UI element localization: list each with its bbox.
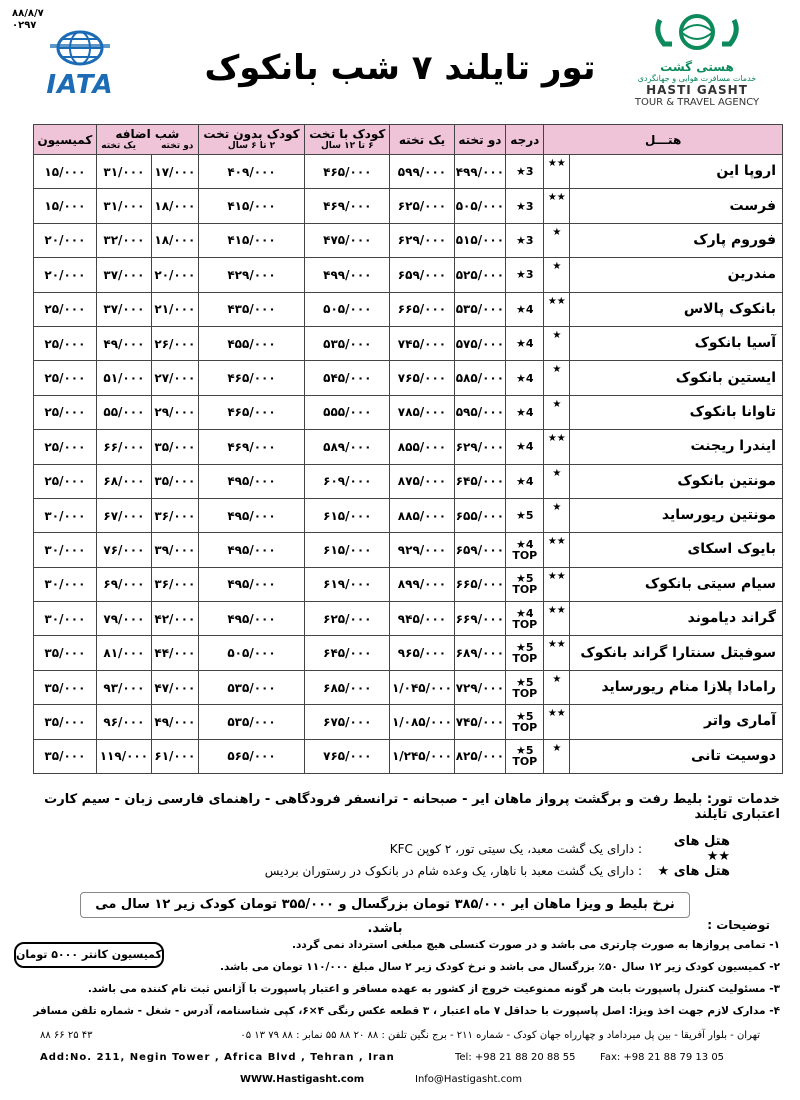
hotel-name: فرست [570, 189, 783, 223]
price-commission: ۳۰/۰۰۰ [34, 567, 97, 601]
document-date: ۸۸/۸/۷ [12, 8, 44, 19]
price-child-bed: ۶۲۵/۰۰۰ [305, 602, 390, 636]
hotel-grade: 4★ [506, 395, 544, 429]
hotel-grade: 3★ [506, 189, 544, 223]
table-row [34, 670, 783, 704]
price-extra-single: ۴۹/۰۰۰ [96, 326, 151, 360]
table-row [34, 155, 783, 189]
price-extra-single: ۳۱/۰۰۰ [96, 189, 151, 223]
hotel-stars: ★★ [544, 189, 570, 223]
agency-name-fa: هستی گشت [660, 60, 734, 74]
hotel-grade: 5★ TOP [506, 739, 544, 773]
hotel-name: گراند دیاموند [570, 602, 783, 636]
price-extra-single: ۳۷/۰۰۰ [96, 258, 151, 292]
price-child-nobed: ۴۹۵/۰۰۰ [198, 533, 304, 567]
price-single: ۱/۰۸۵/۰۰۰ [390, 705, 454, 739]
price-double: ۶۴۵/۰۰۰ [454, 464, 506, 498]
agency-subtitle-fa: خدمات مسافرت هوایی و جهانگردی [637, 74, 757, 83]
price-extra-single: ۶۷/۰۰۰ [96, 498, 151, 532]
price-commission: ۳۵/۰۰۰ [34, 636, 97, 670]
price-single: ۸۷۵/۰۰۰ [390, 464, 454, 498]
price-extra-double: ۲۷/۰۰۰ [151, 361, 198, 395]
hotel-grade: 3★ [506, 258, 544, 292]
feature-label: هتل های ★★ [673, 834, 730, 864]
price-child-bed: ۵۵۵/۰۰۰ [305, 395, 390, 429]
price-extra-single: ۷۶/۰۰۰ [96, 533, 151, 567]
price-commission: ۳۵/۰۰۰ [34, 739, 97, 773]
hotel-grade: 5★ [506, 498, 544, 532]
price-double: ۵۷۵/۰۰۰ [454, 326, 506, 360]
price-extra-single: ۱۱۹/۰۰۰ [96, 739, 151, 773]
price-extra-double: ۴۴/۰۰۰ [151, 636, 198, 670]
table-row [34, 636, 783, 670]
hotel-stars: ★ [544, 739, 570, 773]
price-commission: ۳۵/۰۰۰ [34, 705, 97, 739]
hotel-grade: 5★ TOP [506, 636, 544, 670]
price-child-bed: ۵۳۵/۰۰۰ [305, 326, 390, 360]
header-child-nobed-label: کودک بدون تخت [203, 127, 300, 141]
price-extra-double: ۳۵/۰۰۰ [151, 430, 198, 464]
price-child-nobed: ۴۶۹/۰۰۰ [198, 430, 304, 464]
price-extra-single: ۶۶/۰۰۰ [96, 430, 151, 464]
table-row [34, 739, 783, 773]
document-code: ۰۲۹۷ [12, 20, 37, 31]
table-row [34, 464, 783, 498]
price-single: ۱/۲۴۵/۰۰۰ [390, 739, 454, 773]
header-child-bed-label: کودک با تخت [309, 127, 386, 141]
price-single: ۹۶۵/۰۰۰ [390, 636, 454, 670]
price-double: ۵۸۵/۰۰۰ [454, 361, 506, 395]
note-item: ۴- مدارک لازم جهت اخذ ویزا: اصل پاسپورت با حداقل ۷ ماه اعتبار ، ۳ قطعه عکس رنگی ۴×۶، کپی شناسنامه، آدرس - شغل - شماره تلفن مسافر [33, 1005, 780, 1017]
page-title: تور تایلند ۷ شب بانکوک [204, 48, 596, 88]
footer-address-en: Add:No. 211, Negin Tower , Africa Blvd , Tehran , Iran [40, 1052, 395, 1063]
hotel-name: تاوانا بانکوک [570, 395, 783, 429]
price-child-bed: ۶۰۹/۰۰۰ [305, 464, 390, 498]
note-item: ۲- کمیسیون کودک زیر ۱۲ سال ۵۰٪ بزرگسال می باشد و نرخ کودک زیر ۲ سال مبلغ ۱۱۰/۰۰۰ تومان می باشد. [219, 961, 780, 973]
table-row [34, 189, 783, 223]
feature-two-star [265, 834, 730, 864]
agency-logo [622, 12, 772, 108]
price-extra-double: ۱۸/۰۰۰ [151, 189, 198, 223]
price-child-nobed: ۴۹۵/۰۰۰ [198, 464, 304, 498]
price-commission: ۳۰/۰۰۰ [34, 602, 97, 636]
price-extra-double: ۳۶/۰۰۰ [151, 498, 198, 532]
price-double: ۵۹۵/۰۰۰ [454, 395, 506, 429]
price-child-nobed: ۴۱۵/۰۰۰ [198, 223, 304, 257]
hotel-grade: 4★ [506, 326, 544, 360]
price-extra-single: ۶۹/۰۰۰ [96, 567, 151, 601]
price-extra-single: ۳۷/۰۰۰ [96, 292, 151, 326]
table-row [34, 498, 783, 532]
price-child-bed: ۴۹۹/۰۰۰ [305, 258, 390, 292]
header-single: یک تخته [390, 125, 454, 155]
header-extra-night [96, 125, 198, 155]
table-body [34, 155, 783, 774]
hotel-grade: 4★ TOP [506, 602, 544, 636]
price-single: ۷۴۵/۰۰۰ [390, 326, 454, 360]
price-child-nobed: ۴۰۹/۰۰۰ [198, 155, 304, 189]
hotel-stars: ★★ [544, 155, 570, 189]
price-double: ۵۳۵/۰۰۰ [454, 292, 506, 326]
hotel-grade: 4★ [506, 292, 544, 326]
table-row [34, 361, 783, 395]
footer-tel: Tel: +98 21 88 20 88 55 [455, 1052, 576, 1063]
price-double: ۶۵۹/۰۰۰ [454, 533, 506, 567]
price-double: ۵۰۵/۰۰۰ [454, 189, 506, 223]
price-child-nobed: ۴۳۵/۰۰۰ [198, 292, 304, 326]
price-child-nobed: ۴۲۹/۰۰۰ [198, 258, 304, 292]
price-child-nobed: ۴۹۵/۰۰۰ [198, 602, 304, 636]
hotel-stars: ★ [544, 361, 570, 395]
hotel-stars: ★★ [544, 705, 570, 739]
feature-one-star [265, 860, 730, 882]
hotel-stars: ★★ [544, 636, 570, 670]
table-row [34, 430, 783, 464]
price-child-bed: ۶۱۵/۰۰۰ [305, 533, 390, 567]
hotel-name: ایندرا ریجنت [570, 430, 783, 464]
price-double: ۶۶۹/۰۰۰ [454, 602, 506, 636]
hotel-grade: 5★ TOP [506, 567, 544, 601]
tour-services: خدمات تور: بلیط رفت و برگشت پرواز ماهان ایر - صبحانه - ترانسفر فرودگاهی - راهنمای فارسی زبان - سیم کارت اعتباری تایلند [44, 792, 780, 822]
price-double: ۵۱۵/۰۰۰ [454, 223, 506, 257]
hotel-name: آماری واتر [570, 705, 783, 739]
hotel-stars: ★ [544, 258, 570, 292]
footer-email: Info@Hastigasht.com [415, 1074, 522, 1085]
footer-fax: Fax: +98 21 88 79 13 05 [600, 1052, 725, 1063]
header-extra-single: یک تخته [101, 141, 136, 151]
hotel-name: اروپا این [570, 155, 783, 189]
price-child-nobed: ۴۱۵/۰۰۰ [198, 189, 304, 223]
hotel-name: دوسیت تانی [570, 739, 783, 773]
note-item: ۳- مسئولیت کنترل پاسپورت بابت هر گونه ممنوعیت خروج از کشور به عهده مسافر و اعتبار پاسپورت با آژانس ثبت نام کننده می باشد. [87, 983, 780, 995]
price-child-bed: ۴۶۵/۰۰۰ [305, 155, 390, 189]
hotel-grade: 3★ [506, 223, 544, 257]
price-child-nobed: ۴۹۵/۰۰۰ [198, 567, 304, 601]
price-single: ۹۲۹/۰۰۰ [390, 533, 454, 567]
price-extra-single: ۹۳/۰۰۰ [96, 670, 151, 704]
footer-website: WWW.Hastigasht.com [240, 1074, 365, 1085]
hotel-name: سوفیتل سنتارا گراند بانکوک [570, 636, 783, 670]
price-double: ۸۲۵/۰۰۰ [454, 739, 506, 773]
hotel-name: بایوک اسکای [570, 533, 783, 567]
hotel-stars: ★ [544, 498, 570, 532]
price-table [33, 124, 783, 774]
price-double: ۶۵۵/۰۰۰ [454, 498, 506, 532]
feature-text: : دارای یک گشت معبد، یک سیتی تور، ۲ کوپن KFC [389, 842, 642, 856]
price-extra-single: ۷۹/۰۰۰ [96, 602, 151, 636]
price-extra-double: ۴۲/۰۰۰ [151, 602, 198, 636]
price-child-nobed: ۵۳۵/۰۰۰ [198, 670, 304, 704]
price-extra-double: ۳۶/۰۰۰ [151, 567, 198, 601]
price-child-bed: ۵۸۹/۰۰۰ [305, 430, 390, 464]
table-row [34, 326, 783, 360]
table-row [34, 567, 783, 601]
price-double: ۵۲۵/۰۰۰ [454, 258, 506, 292]
price-extra-single: ۵۱/۰۰۰ [96, 361, 151, 395]
table-row [34, 395, 783, 429]
header-hotel: هتـــل [544, 125, 783, 155]
table-row [34, 705, 783, 739]
price-extra-single: ۹۶/۰۰۰ [96, 705, 151, 739]
hotel-stars: ★ [544, 223, 570, 257]
hotel-grade: 4★ [506, 361, 544, 395]
price-extra-double: ۴۹/۰۰۰ [151, 705, 198, 739]
hotel-name: آسیا بانکوک [570, 326, 783, 360]
price-commission: ۱۵/۰۰۰ [34, 155, 97, 189]
price-child-bed: ۵۴۵/۰۰۰ [305, 361, 390, 395]
table-row [34, 292, 783, 326]
feature-label: هتل های ★ [657, 863, 730, 879]
price-child-bed: ۶۴۵/۰۰۰ [305, 636, 390, 670]
price-child-bed: ۷۶۵/۰۰۰ [305, 739, 390, 773]
price-child-bed: ۴۷۵/۰۰۰ [305, 223, 390, 257]
hotel-grade: 4★ TOP [506, 533, 544, 567]
price-double: ۷۴۵/۰۰۰ [454, 705, 506, 739]
price-single: ۶۲۹/۰۰۰ [390, 223, 454, 257]
price-child-nobed: ۵۳۵/۰۰۰ [198, 705, 304, 739]
price-double: ۷۲۹/۰۰۰ [454, 670, 506, 704]
price-double: ۶۶۵/۰۰۰ [454, 567, 506, 601]
price-child-nobed: ۴۹۵/۰۰۰ [198, 498, 304, 532]
footer-address-fa: تهران - بلوار آفریقا - بین پل میرداماد و چهارراه جهان کودک - شماره ۲۱۱ - برج نگین تلفن : ۸۸ ۲۰ ۸۸ ۵۵ نمابر : ۸۸ ۷۹ ۱۳ ۰۵ [240, 1030, 760, 1041]
price-extra-double: ۶۱/۰۰۰ [151, 739, 198, 773]
agency-subtitle-en: TOUR & TRAVEL AGENCY [634, 97, 760, 108]
hotel-grade: 3★ [506, 155, 544, 189]
price-extra-double: ۲۶/۰۰۰ [151, 326, 198, 360]
header-child-nobed [198, 125, 304, 155]
price-child-bed: ۶۷۵/۰۰۰ [305, 705, 390, 739]
hotel-name: مونتین ریورساید [570, 498, 783, 532]
header-grade: درجه [506, 125, 544, 155]
price-child-bed: ۴۶۹/۰۰۰ [305, 189, 390, 223]
price-single: ۶۶۵/۰۰۰ [390, 292, 454, 326]
hotel-features [264, 834, 730, 882]
ticket-price-note: نرخ بلیط و ویزا ماهان ایر ۳۸۵/۰۰۰ تومان بزرگسال و ۳۵۵/۰۰۰ تومان کودک زیر ۱۲ سال می باشد. [80, 892, 690, 918]
price-single: ۶۲۵/۰۰۰ [390, 189, 454, 223]
price-single: ۵۹۹/۰۰۰ [390, 155, 454, 189]
agency-name-en: HASTI GASHT [646, 83, 748, 97]
header-child-bed-age: ۶ تا ۱۲ سال [320, 141, 374, 151]
hotel-stars: ★★ [544, 430, 570, 464]
price-commission: ۳۵/۰۰۰ [34, 670, 97, 704]
price-child-nobed: ۴۵۵/۰۰۰ [198, 326, 304, 360]
price-commission: ۲۵/۰۰۰ [34, 430, 97, 464]
hotel-grade: 4★ [506, 464, 544, 498]
price-commission: ۲۵/۰۰۰ [34, 361, 97, 395]
price-double: ۴۹۹/۰۰۰ [454, 155, 506, 189]
price-extra-double: ۲۰/۰۰۰ [151, 258, 198, 292]
price-commission: ۱۵/۰۰۰ [34, 189, 97, 223]
hotel-stars: ★★ [544, 602, 570, 636]
price-commission: ۲۵/۰۰۰ [34, 464, 97, 498]
price-single: ۹۴۵/۰۰۰ [390, 602, 454, 636]
price-extra-single: ۳۱/۰۰۰ [96, 155, 151, 189]
price-commission: ۲۰/۰۰۰ [34, 258, 97, 292]
header-extra-night-label: شب اضافه [115, 127, 180, 141]
price-single: ۷۸۵/۰۰۰ [390, 395, 454, 429]
price-single: ۸۸۵/۰۰۰ [390, 498, 454, 532]
hotel-stars: ★★ [544, 567, 570, 601]
hotel-name: مندرین [570, 258, 783, 292]
price-extra-single: ۵۵/۰۰۰ [96, 395, 151, 429]
hotel-name: رامادا پلازا منام ریورساید [570, 670, 783, 704]
price-child-nobed: ۴۶۵/۰۰۰ [198, 361, 304, 395]
price-extra-double: ۱۷/۰۰۰ [151, 155, 198, 189]
hotel-stars: ★★ [544, 533, 570, 567]
price-extra-double: ۳۹/۰۰۰ [151, 533, 198, 567]
hotel-stars: ★ [544, 326, 570, 360]
table-header-row [34, 125, 783, 155]
header-extra-subs [99, 141, 196, 152]
hotel-grade: 5★ TOP [506, 705, 544, 739]
footer-phone-fa: ۸۸ ۶۶ ۲۵ ۴۳ [40, 1030, 93, 1041]
price-child-bed: ۶۸۵/۰۰۰ [305, 670, 390, 704]
price-single: ۱/۰۴۵/۰۰۰ [390, 670, 454, 704]
price-extra-double: ۲۹/۰۰۰ [151, 395, 198, 429]
price-double: ۶۲۹/۰۰۰ [454, 430, 506, 464]
price-commission: ۳۰/۰۰۰ [34, 533, 97, 567]
price-single: ۸۹۹/۰۰۰ [390, 567, 454, 601]
counter-commission-badge: کمیسیون کانتر ۵۰۰۰ تومان [14, 942, 164, 968]
price-extra-single: ۸۱/۰۰۰ [96, 636, 151, 670]
header-child-bed [305, 125, 390, 155]
header-child-nobed-age: ۲ تا ۶ سال [227, 141, 276, 151]
price-extra-double: ۳۵/۰۰۰ [151, 464, 198, 498]
hotel-grade: 5★ TOP [506, 670, 544, 704]
iata-wordmark: IATA [46, 70, 114, 100]
price-extra-double: ۴۷/۰۰۰ [151, 670, 198, 704]
price-extra-single: ۳۲/۰۰۰ [96, 223, 151, 257]
price-child-bed: ۶۱۵/۰۰۰ [305, 498, 390, 532]
table-row [34, 602, 783, 636]
price-child-bed: ۶۱۹/۰۰۰ [305, 567, 390, 601]
hotel-name: بانکوک پالاس [570, 292, 783, 326]
hotel-grade: 4★ [506, 430, 544, 464]
hasti-gasht-logo-icon [652, 12, 742, 56]
table-row [34, 223, 783, 257]
price-commission: ۲۰/۰۰۰ [34, 223, 97, 257]
price-child-nobed: ۴۶۵/۰۰۰ [198, 395, 304, 429]
hotel-stars: ★★ [544, 292, 570, 326]
hotel-name: مونتین بانکوک [570, 464, 783, 498]
table-row [34, 258, 783, 292]
hotel-stars: ★ [544, 395, 570, 429]
price-extra-double: ۱۸/۰۰۰ [151, 223, 198, 257]
hotel-stars: ★ [544, 670, 570, 704]
price-extra-double: ۲۱/۰۰۰ [151, 292, 198, 326]
price-commission: ۳۰/۰۰۰ [34, 498, 97, 532]
document-meta [12, 8, 44, 32]
hotel-stars: ★ [544, 464, 570, 498]
price-child-nobed: ۵۶۵/۰۰۰ [198, 739, 304, 773]
hotel-name: فوروم پارک [570, 223, 783, 257]
notes-title: توضیحات : [707, 918, 770, 932]
price-extra-single: ۶۸/۰۰۰ [96, 464, 151, 498]
header-double: دو تخته [454, 125, 506, 155]
price-commission: ۲۵/۰۰۰ [34, 292, 97, 326]
price-single: ۸۵۵/۰۰۰ [390, 430, 454, 464]
price-commission: ۲۵/۰۰۰ [34, 326, 97, 360]
price-single: ۶۵۹/۰۰۰ [390, 258, 454, 292]
header-extra-double: دو تخته [161, 141, 194, 151]
header-commission: کمیسیون [34, 125, 97, 155]
hotel-name: ایستین بانکوک [570, 361, 783, 395]
price-commission: ۲۵/۰۰۰ [34, 395, 97, 429]
price-single: ۷۶۵/۰۰۰ [390, 361, 454, 395]
price-double: ۶۸۹/۰۰۰ [454, 636, 506, 670]
note-item: ۱- تمامی پروازها به صورت چارتری می باشد و در صورت کنسلی هیچ مبلغی استرداد نمی گردد. [291, 939, 780, 951]
feature-text: : دارای یک گشت معبد با ناهار، یک وعده شام در بانکوک در رستوران بردیس [264, 864, 642, 878]
price-child-nobed: ۵۰۵/۰۰۰ [198, 636, 304, 670]
hotel-name: سیام سیتی بانکوک [570, 567, 783, 601]
price-child-bed: ۵۰۵/۰۰۰ [305, 292, 390, 326]
table-row [34, 533, 783, 567]
